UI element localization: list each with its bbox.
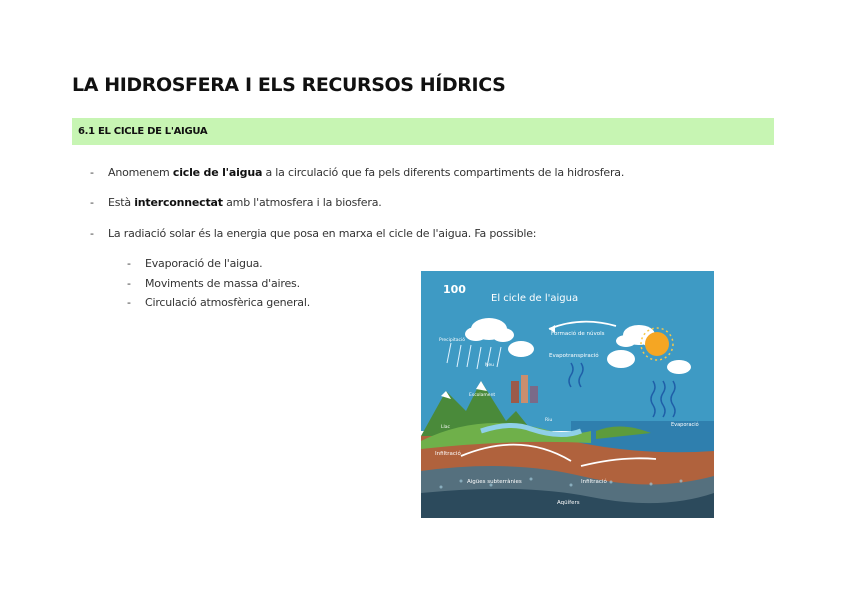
label-lake: Llac: [441, 425, 450, 430]
bullet-dash: -: [90, 196, 94, 209]
page-title: LA HIDROSFERA I ELS RECURSOS HÍDRICS: [72, 74, 506, 96]
label-evaporation: Evaporació: [671, 422, 699, 428]
bullet-item: - Està interconnectat amb l'atmosfera i la biosfera.: [90, 196, 382, 209]
section-title: 6.1 EL CICLE DE L'AIGUA: [78, 126, 208, 137]
label-precipitation: Precipitació: [439, 338, 465, 343]
figure-logo-number: 100: [443, 283, 466, 296]
bullet-item: - Anomenem cicle de l'aigua a la circulació que fa pels diferents compartiments de la hidrosfera.: [90, 166, 625, 179]
label-snow: Neu: [485, 363, 494, 368]
bullet-dash: -: [127, 277, 131, 290]
label-evapotranspiration: Evapotranspiració: [549, 353, 599, 359]
bold-term: cicle de l'aigua: [172, 166, 263, 179]
label-condensation: Formació de núvols: [551, 331, 605, 337]
label-groundwater: Aigües subterrànies: [467, 479, 522, 485]
sub-bullet-item: - Circulació atmosfèrica general.: [127, 296, 311, 309]
bullet-dash: -: [90, 227, 94, 240]
section-header: [72, 118, 774, 145]
bold-term: interconnectat: [134, 196, 223, 209]
bullet-dash: -: [127, 296, 131, 309]
water-cycle-illustration: [421, 271, 714, 518]
figure-title: El cicle de l'aigua: [491, 293, 579, 304]
label-river: Riu: [545, 418, 553, 423]
bullet-item: - La radiació solar és la energia que posa en marxa el cicle de l'aigua. Fa possible:: [90, 227, 537, 240]
label-aquifer: Aqüífers: [557, 500, 580, 506]
sub-bullet-item: - Moviments de massa d'aires.: [127, 277, 300, 290]
label-runoff: Escolament: [469, 393, 496, 398]
bullet-dash: -: [127, 257, 131, 270]
bullet-dash: -: [90, 166, 94, 179]
label-infiltration-left: Infiltració: [435, 451, 461, 457]
label-infiltration-right: Infiltració: [581, 479, 607, 485]
sub-bullet-item: - Evaporació de l'aigua.: [127, 257, 263, 270]
